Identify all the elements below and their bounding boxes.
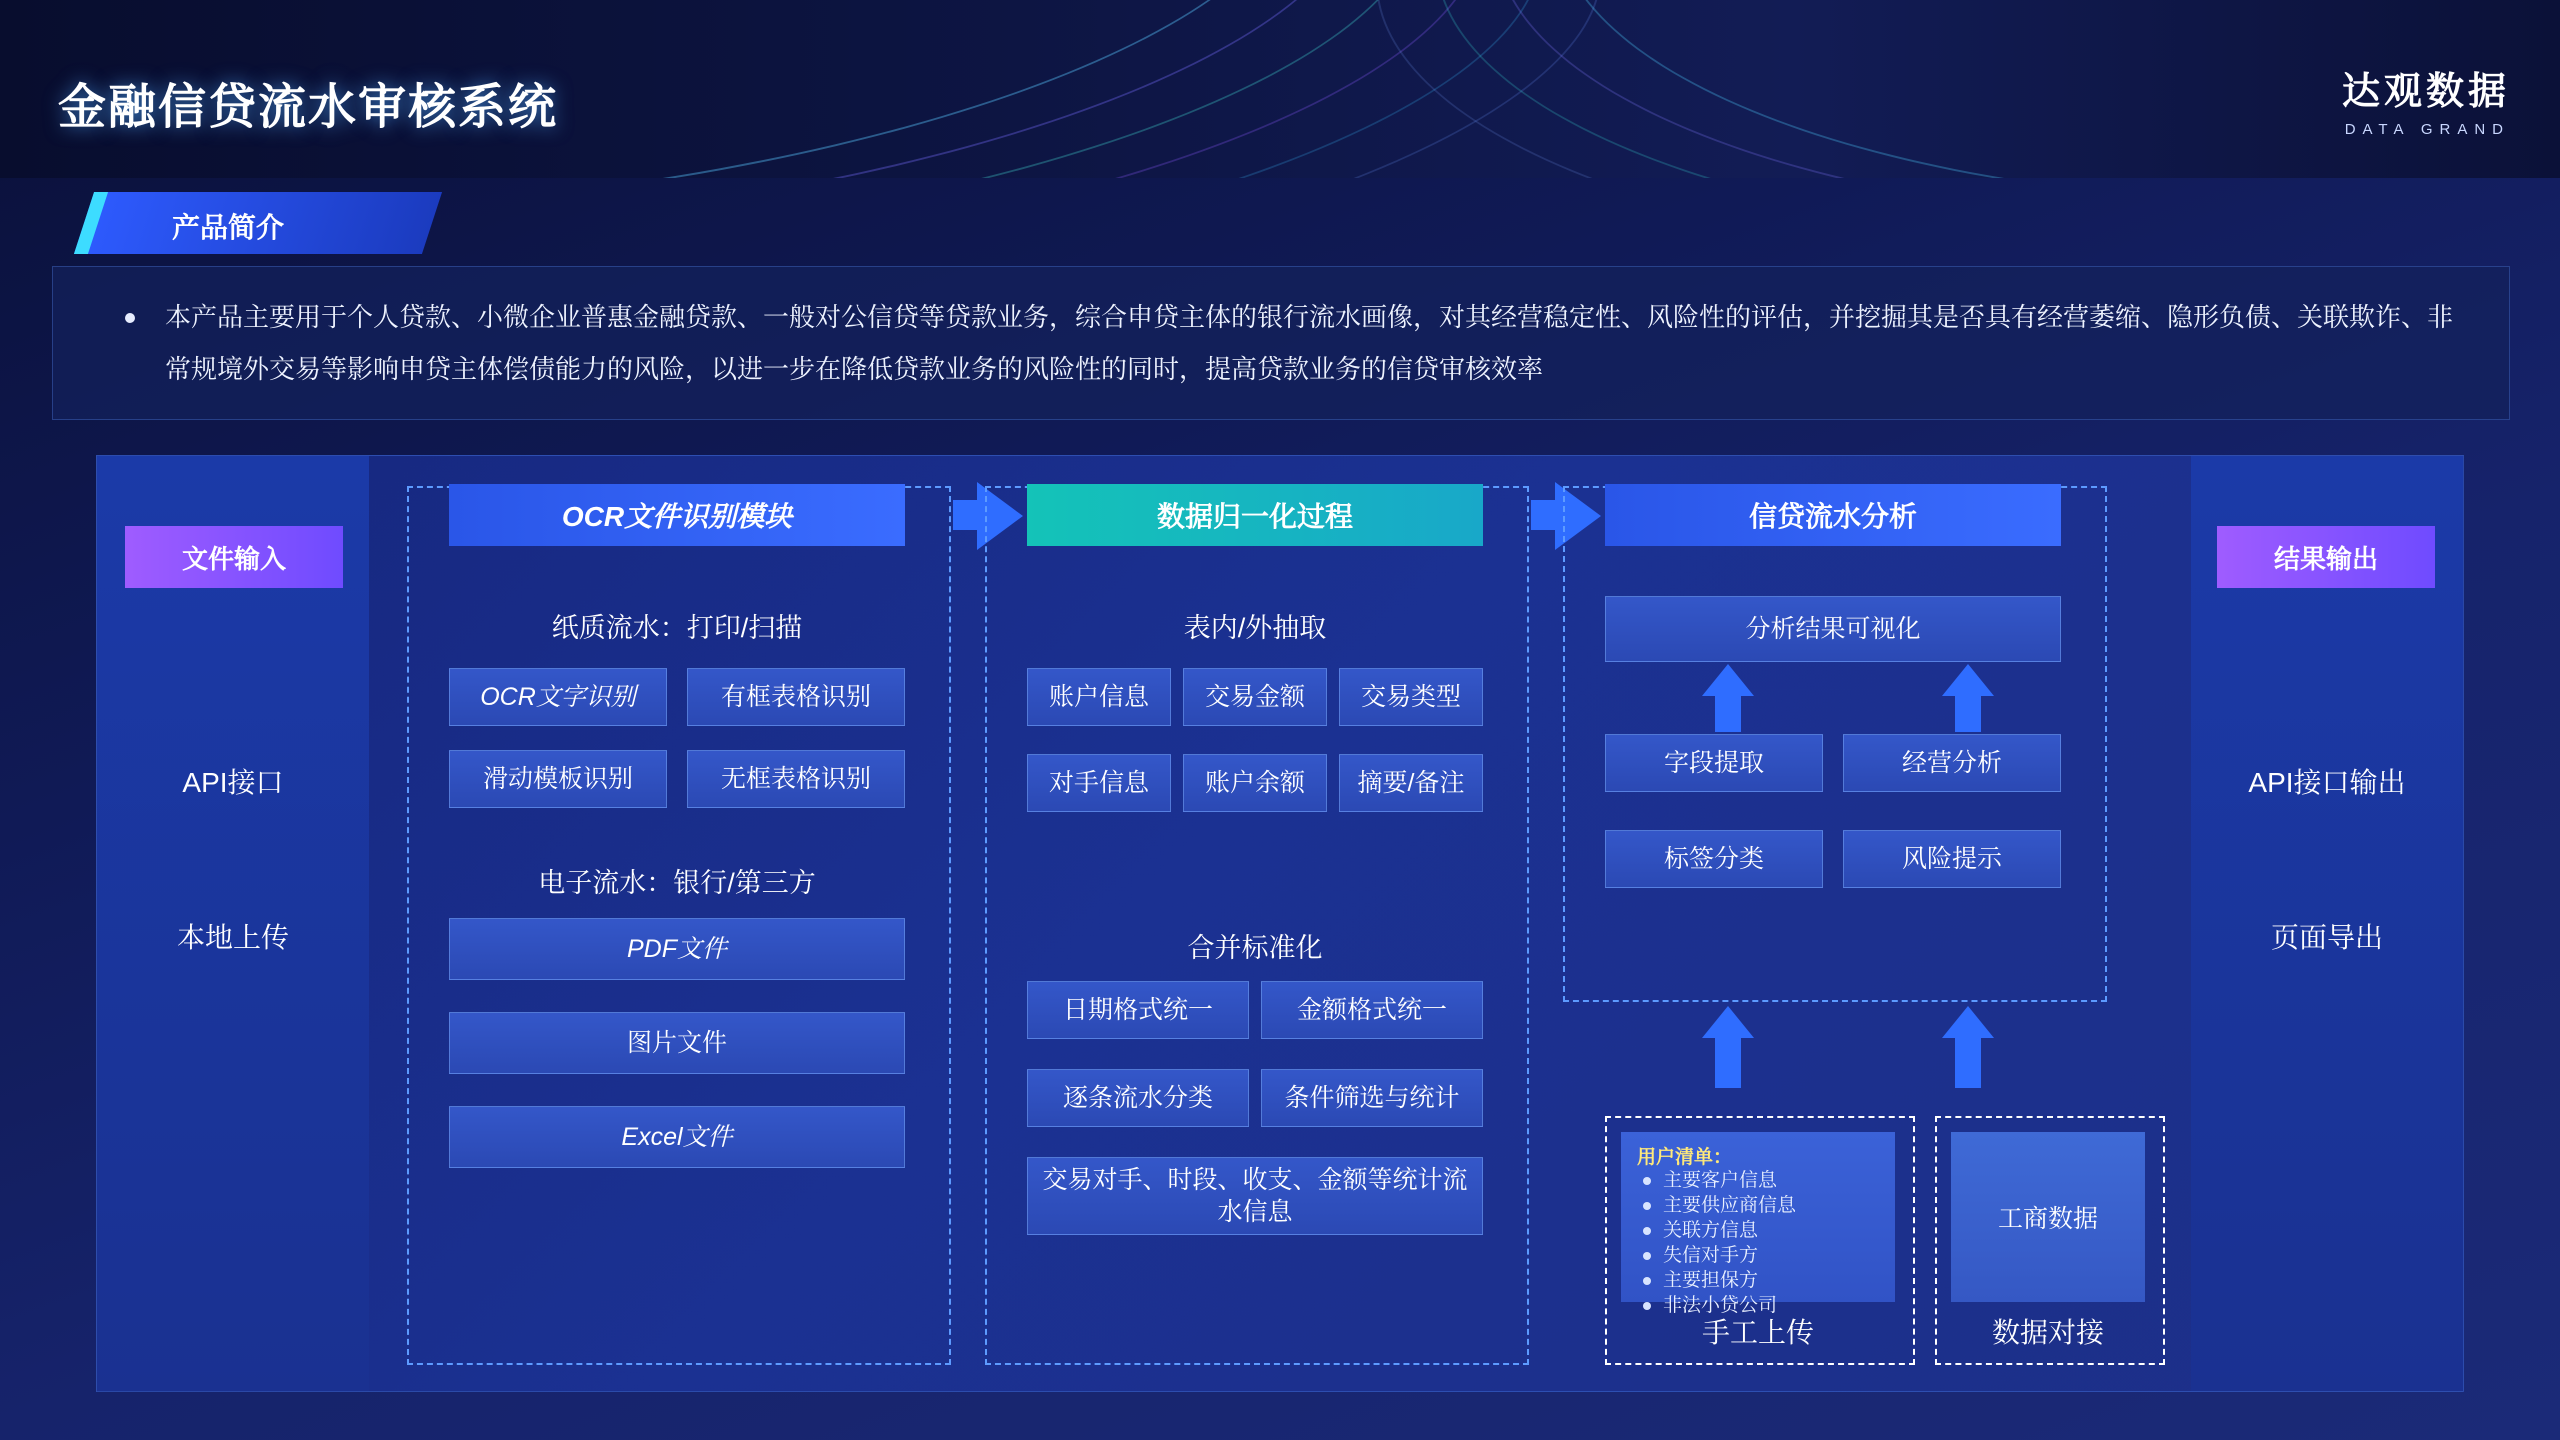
arrow-business-analysis-up bbox=[1942, 664, 1994, 696]
bullet-icon bbox=[125, 313, 135, 323]
page-title: 金融信贷流水审核系统 bbox=[58, 81, 559, 134]
output-column-title: 结果输出 bbox=[2217, 526, 2435, 588]
output-item-api: API接口输出 bbox=[2248, 767, 2406, 798]
list-item: 主要客户信息 bbox=[1637, 1168, 1887, 1193]
cell-transaction-type[interactable]: 交易类型 bbox=[1339, 668, 1483, 726]
input-item-local-upload: 本地上传 bbox=[176, 922, 289, 953]
stage-norm-group2-title: 合并标准化 bbox=[1187, 933, 1323, 963]
cell-date-format-unify[interactable]: 日期格式统一 bbox=[1027, 981, 1249, 1039]
list-item: 主要担保方 bbox=[1637, 1268, 1887, 1293]
arrow-stage1-to-stage2-tail bbox=[953, 500, 979, 530]
brand-name-cn: 达观数据 bbox=[2341, 71, 2510, 113]
user-list-items bbox=[1637, 1168, 1887, 1318]
brand-name-en: DATA GRAND bbox=[2344, 121, 2510, 138]
cell-tag-classification[interactable]: 标签分类 bbox=[1605, 830, 1823, 888]
cell-field-extraction[interactable]: 字段提取 bbox=[1605, 734, 1823, 792]
cell-summary-remark[interactable]: 摘要/备注 bbox=[1339, 754, 1483, 812]
list-item: 关联方信息 bbox=[1637, 1218, 1887, 1243]
cell-account-info[interactable]: 账户信息 bbox=[1027, 668, 1171, 726]
cell-transaction-amount[interactable]: 交易金额 bbox=[1183, 668, 1327, 726]
arrow-manual-upload-up bbox=[1702, 1006, 1754, 1038]
cell-excel-file[interactable]: Excel文件 bbox=[449, 1106, 905, 1168]
cell-amount-format-unify[interactable]: 金额格式统一 bbox=[1261, 981, 1483, 1039]
arrow-stage2-to-stage3-tail bbox=[1531, 500, 1557, 530]
stage-ocr-title: OCR文件识别模块 bbox=[449, 484, 905, 546]
cell-analysis-visualization[interactable]: 分析结果可视化 bbox=[1605, 596, 2061, 662]
input-item-api: API接口 bbox=[182, 767, 284, 798]
list-item: 主要供应商信息 bbox=[1637, 1193, 1887, 1218]
stage-normalization-title: 数据归一化过程 bbox=[1027, 484, 1483, 546]
input-column-title: 文件输入 bbox=[125, 526, 343, 588]
cell-sliding-template-recognition[interactable]: 滑动模板识别 bbox=[449, 750, 667, 808]
intro-panel bbox=[52, 266, 2510, 420]
cell-risk-warning[interactable]: 风险提示 bbox=[1843, 830, 2061, 888]
cell-counterparty-info[interactable]: 对手信息 bbox=[1027, 754, 1171, 812]
cell-filter-and-statistics[interactable]: 条件筛选与统计 bbox=[1261, 1069, 1483, 1127]
cell-business-analysis[interactable]: 经营分析 bbox=[1843, 734, 2061, 792]
cell-ocr-text-recognition[interactable]: OCR文字识别 bbox=[449, 668, 667, 726]
user-list-title: 用户清单： bbox=[1637, 1147, 1733, 1168]
architecture-diagram bbox=[96, 455, 2464, 1392]
stage-norm-group1-title: 表内/外抽取 bbox=[1183, 613, 1327, 643]
data-card-business-registry[interactable]: 工商数据 bbox=[1951, 1132, 2145, 1302]
arrow-data-docking-tail bbox=[1955, 1036, 1981, 1088]
intro-text: 本产品主要用于个人贷款、小微企业普惠金融贷款、一般对公信贷等贷款业务，综合申贷主体的银行流水画像，对其经营稳定性、风险性的评估，并挖掘其是否具有经营萎缩、隐形负债、关联欺诈、非常规境外交易等影响申贷主体偿债能力的风险，以进一步在降低贷款业务的风险性的同时，提高贷款业务的信贷审核效率 bbox=[165, 302, 2454, 384]
cell-image-file[interactable]: 图片文件 bbox=[449, 1012, 905, 1074]
stage-ocr-group1-title: 纸质流水：打印/扫描 bbox=[551, 613, 803, 643]
stage-analysis-title: 信贷流水分析 bbox=[1605, 484, 2061, 546]
cell-account-balance[interactable]: 账户余额 bbox=[1183, 754, 1327, 812]
arrow-data-docking-up bbox=[1942, 1006, 1994, 1038]
arrow-manual-upload-tail bbox=[1715, 1036, 1741, 1088]
intro-tab-label: 产品简介 bbox=[172, 212, 285, 243]
cell-borderless-table-recognition[interactable]: 无框表格识别 bbox=[687, 750, 905, 808]
output-item-page-export: 页面导出 bbox=[2270, 922, 2383, 953]
manual-upload-label: 手工上传 bbox=[1701, 1317, 1814, 1348]
list-item: 失信对手方 bbox=[1637, 1243, 1887, 1268]
cell-transaction-statistics-summary[interactable]: 交易对手、时段、收支、金额等统计流水信息 bbox=[1027, 1157, 1483, 1235]
cell-pdf-file[interactable]: PDF文件 bbox=[449, 918, 905, 980]
brand-logo bbox=[2342, 60, 2510, 138]
data-docking-label: 数据对接 bbox=[1991, 1317, 2104, 1348]
stage-ocr-group2-title: 电子流水：银行/第三方 bbox=[538, 868, 816, 898]
arrow-field-extraction-up bbox=[1702, 664, 1754, 696]
cell-bordered-table-recognition[interactable]: 有框表格识别 bbox=[687, 668, 905, 726]
cell-per-record-classification[interactable]: 逐条流水分类 bbox=[1027, 1069, 1249, 1127]
list-item: 非法小贷公司 bbox=[1637, 1293, 1887, 1318]
